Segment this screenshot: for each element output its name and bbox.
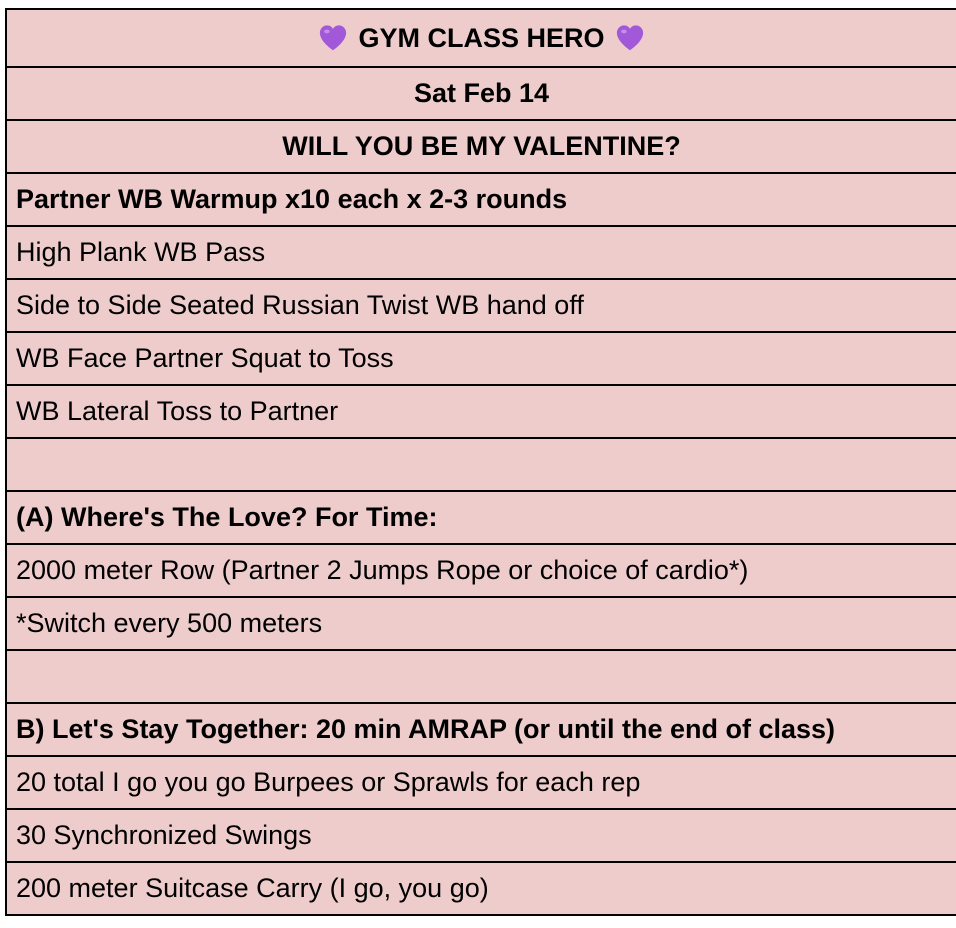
warmup-heading-row[interactable] (7, 174, 956, 227)
warmup-item-row[interactable] (7, 227, 956, 280)
part-b-item-row[interactable] (7, 863, 956, 916)
part-a-item: 2000 meter Row (Partner 2 Jumps Rope or choice of cardio*) (16, 555, 749, 585)
part-a-item-row[interactable] (7, 545, 956, 598)
warmup-item: High Plank WB Pass (16, 237, 266, 267)
subtitle-row[interactable] (7, 121, 956, 174)
part-a-item-row[interactable] (7, 598, 956, 651)
empty-row[interactable] (7, 439, 956, 492)
warmup-item-row[interactable] (7, 333, 956, 386)
part-a-heading-row[interactable] (7, 492, 956, 545)
part-b-item-row[interactable] (7, 757, 956, 810)
purple-heart-icon (615, 23, 645, 53)
workout-sheet (5, 8, 956, 916)
part-b-item-row[interactable] (7, 810, 956, 863)
part-b-item: 20 total I go you go Burpees or Sprawls for each rep (16, 767, 641, 797)
title-wrap (318, 23, 644, 54)
date-text: Sat Feb 14 (413, 78, 550, 108)
part-b-heading: B) Let's Stay Together: 20 min AMRAP (or until the end of class) (16, 714, 836, 744)
warmup-item: Side to Side Seated Russian Twist WB hand off (16, 290, 584, 320)
warmup-item-row[interactable] (7, 386, 956, 439)
part-a-item: *Switch every 500 meters (16, 608, 323, 638)
warmup-heading: Partner WB Warmup x10 each x 2-3 rounds (16, 184, 568, 214)
page-title: GYM CLASS HERO (358, 22, 605, 53)
part-b-item: 200 meter Suitcase Carry (I go, you go) (16, 873, 489, 903)
empty-row[interactable] (7, 651, 956, 704)
part-b-item: 30 Synchronized Swings (16, 820, 312, 850)
warmup-item: WB Lateral Toss to Partner (16, 396, 339, 426)
date-row[interactable] (7, 68, 956, 121)
purple-heart-icon (318, 23, 348, 53)
warmup-item: WB Face Partner Squat to Toss (16, 343, 394, 373)
warmup-item-row[interactable] (7, 280, 956, 333)
part-a-heading: (A) Where's The Love? For Time: (16, 502, 438, 532)
part-b-heading-row[interactable] (7, 704, 956, 757)
subtitle-text: WILL YOU BE MY VALENTINE? (282, 131, 681, 161)
title-row[interactable] (7, 10, 956, 68)
